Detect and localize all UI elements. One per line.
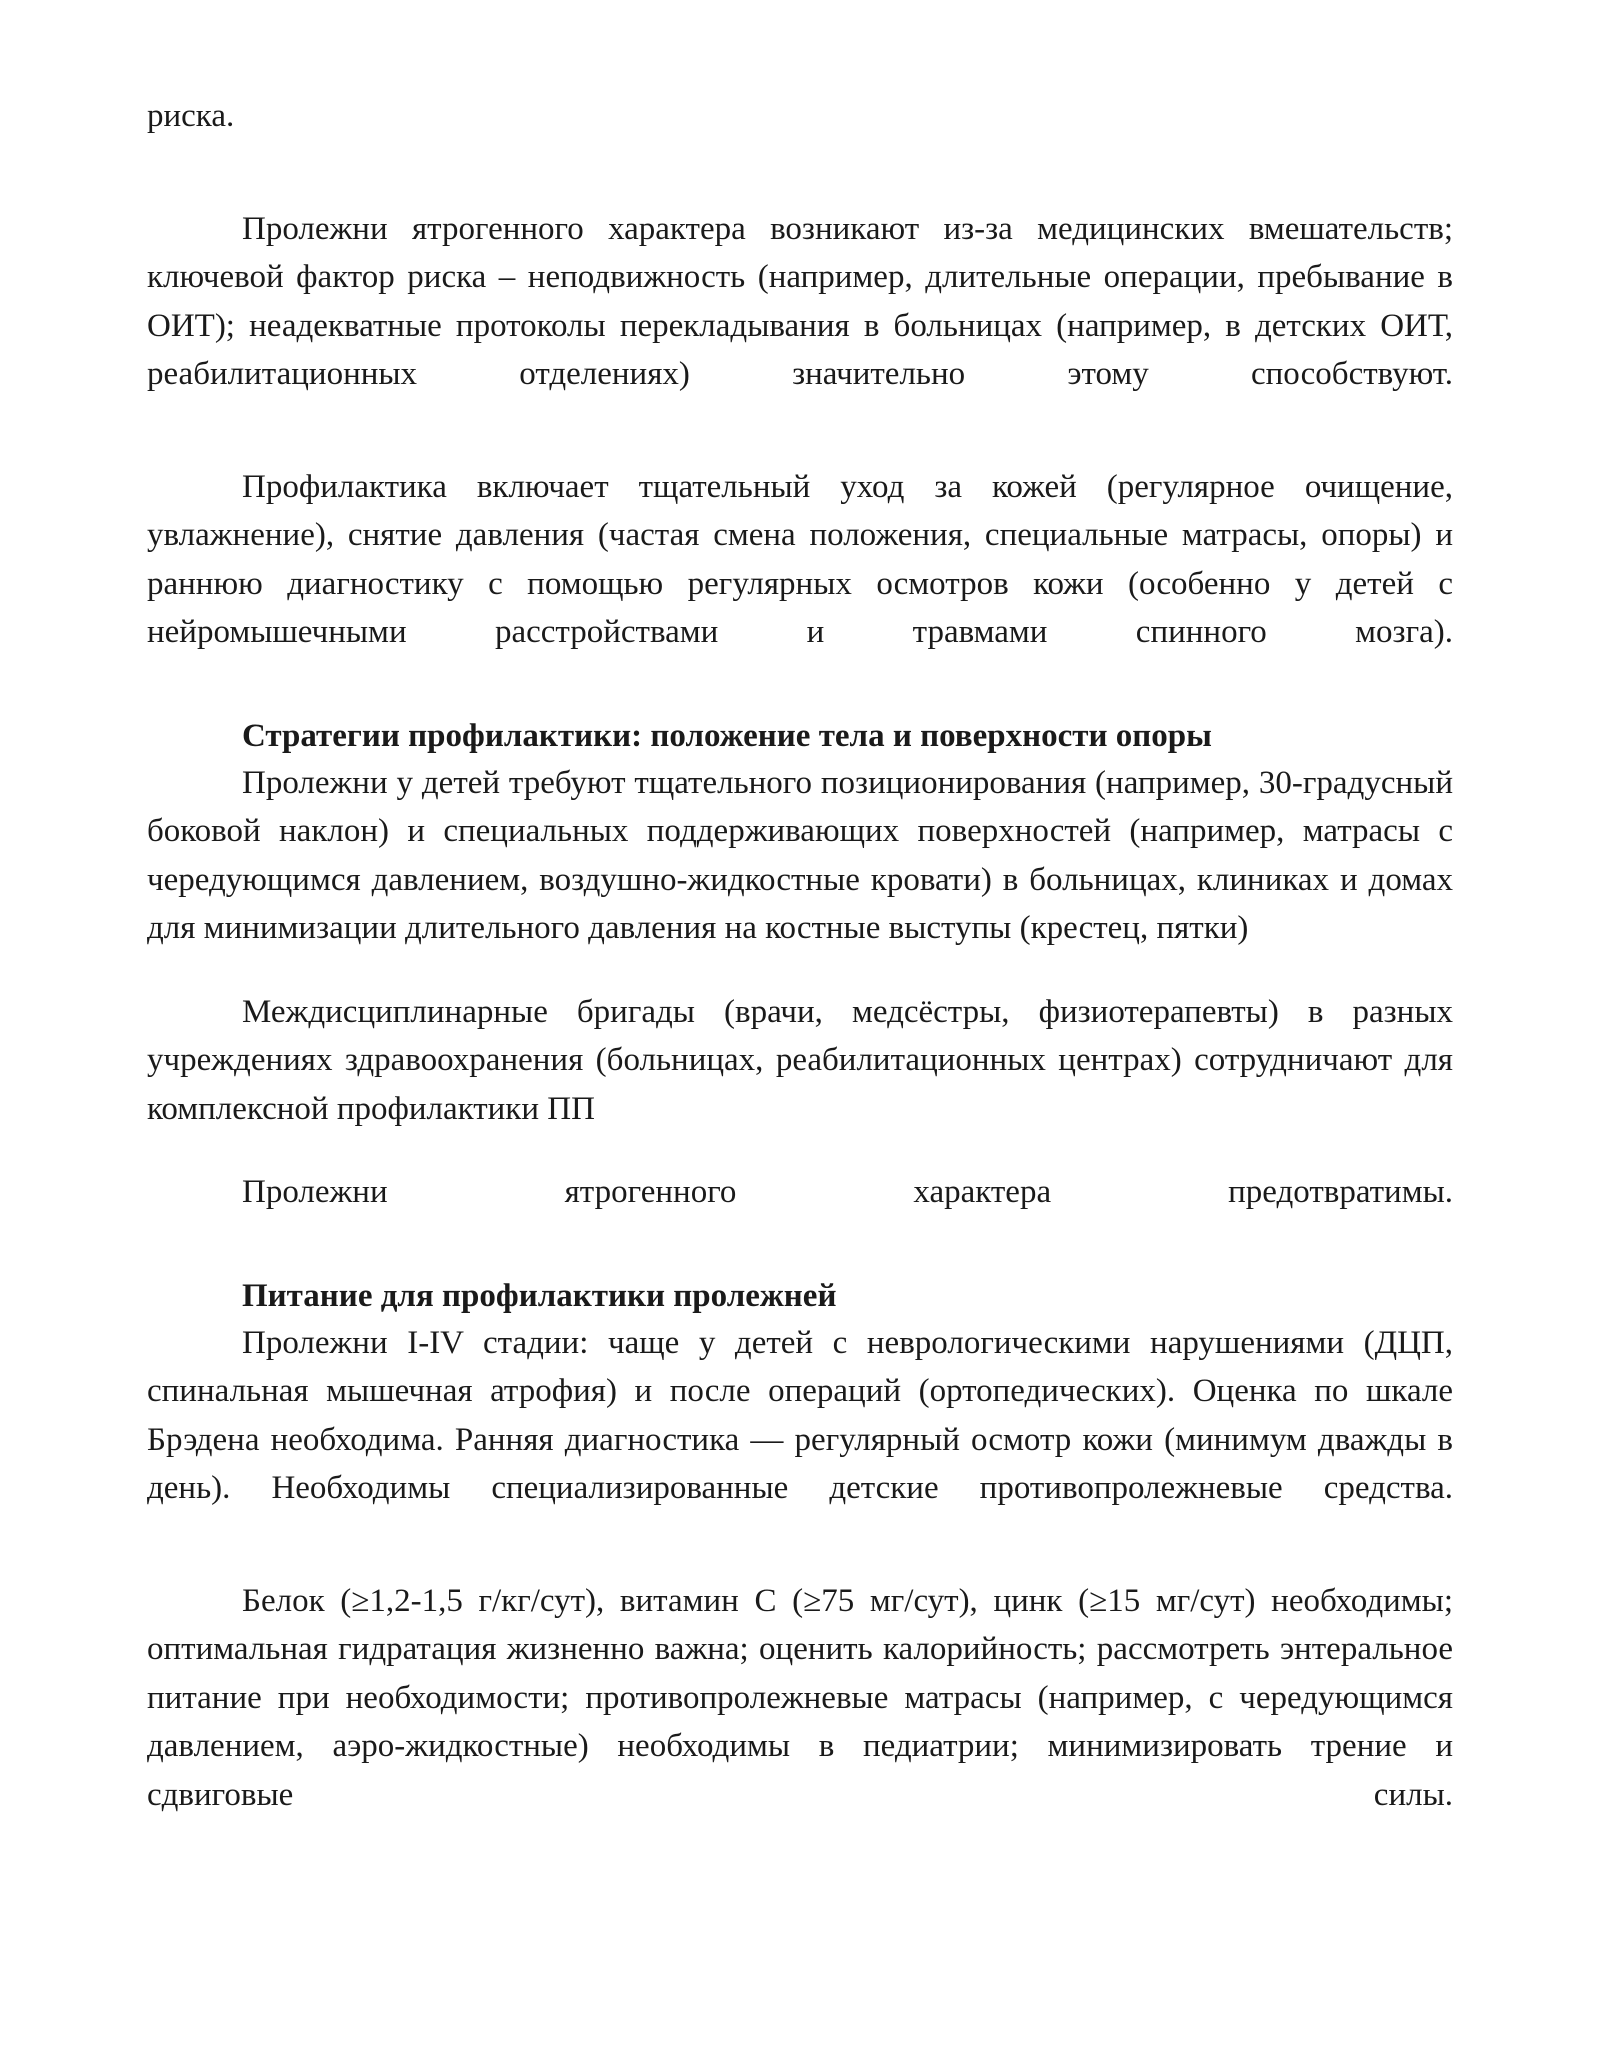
paragraph-interdisciplinary-teams: Междисциплинарные бригады (врачи, медсёстры, физиотерапевты) в разных учреждениях здравоохранения (больницах, реабилитационных центрах) сотрудничают для комплексной профилактики ПП xyxy=(147,993,1453,1127)
paragraph-positioning: Пролежни у детей требуют тщательного позиционирования (например, 30-градусный боковой наклон) и специальных поддерживающих поверхностей (например, матрасы с чередующимся давлением, воздушно-жидкостные кровати) в больницах, клиниках и домах для минимизации длительного давления на костные выступы (крестец, пятки) xyxy=(147,764,1453,946)
paragraph-gap xyxy=(147,1513,1453,1577)
paragraph-nutrition: Белок (≥1,2-1,5 г/кг/сут), витамин С (≥75 мг/сут), цинк (≥15 мг/сут) необходимы; оптимальная гидратация жизненно важна; оценить калорийность; рассмотреть энтеральное питание при необходимости; противопролежневые матрасы (например, с чередующимся давлением, аэро-жидкостные) необходимы в педиатрии; минимизировать трение и сдвиговые силы. xyxy=(147,1582,1453,1813)
paragraph-fragment: риска. xyxy=(147,98,235,134)
paragraph-preventable: Пролежни ятрогенного характера предотвратимы. xyxy=(242,1174,1453,1210)
paragraph-stages: Пролежни I-IV стадии: чаще у детей с неврологическими нарушениями (ДЦП, спинальная мышечная атрофия) и после операций (ортопедических). Оценка по шкале Брэдена необходима. Ранняя диагностика — регулярный осмотр кожи (минимум дважды в день). Необходимы специализированные детские противопролежневые средства. xyxy=(147,1324,1453,1506)
paragraph-gap xyxy=(147,953,1453,988)
paragraph-iatrogenic-causes: Пролежни ятрогенного характера возникают из-за медицинских вмешательств; ключевой фактор риска – неподвижность (например, длительные операции, пребывание в ОИТ); неадекватные протоколы перекладывания в больницах (например, в детских ОИТ, реабилитационных отделениях) значительно этому способствуют. xyxy=(147,210,1453,392)
paragraph-gap xyxy=(147,1133,1453,1168)
paragraph-gap xyxy=(147,399,1453,463)
paragraph-gap xyxy=(147,657,1453,714)
paragraph-gap xyxy=(147,1217,1453,1274)
document-page xyxy=(147,92,1453,1819)
paragraph-prevention-overview: Профилактика включает тщательный уход за кожей (регулярное очищение, увлажнение), снятие давления (частая смена положения, специальные матрасы, опоры) и раннюю диагностику с помощью регулярных осмотров кожи (особенно у детей с нейромышечными расстройствами и травмами спинного мозга). xyxy=(147,468,1453,650)
section-heading-strategies: Стратегии профилактики: положение тела и поверхности опоры xyxy=(242,717,1212,754)
section-heading-nutrition: Питание для профилактики пролежней xyxy=(242,1277,837,1314)
paragraph-gap xyxy=(147,141,1453,205)
